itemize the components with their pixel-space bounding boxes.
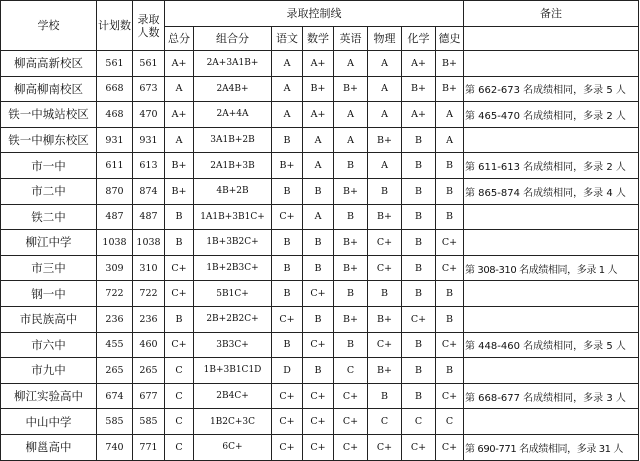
grade-english-cell: B: [334, 281, 368, 307]
table-row: [1, 255, 639, 281]
grade-total-cell: B+: [165, 153, 194, 179]
admitted-count-cell: 585: [133, 409, 165, 435]
grade-physics-cell: B+: [368, 358, 402, 384]
grade-english-cell: A: [334, 51, 368, 77]
grade-math-cell: A: [303, 153, 334, 179]
admitted-count-cell: 771: [133, 434, 165, 460]
header-remarks-blank: [464, 27, 639, 51]
admitted-count-cell: 722: [133, 281, 165, 307]
grade-math-cell: C+: [303, 383, 334, 409]
grade-physics-cell: C+: [368, 255, 402, 281]
grade-chinese-cell: B: [272, 178, 303, 204]
header-row-top: [1, 1, 639, 27]
grade-chemistry-cell: B: [402, 358, 436, 384]
grade-english-cell: B+: [334, 230, 368, 256]
table-row: [1, 204, 639, 230]
admitted-count-cell: 673: [133, 76, 165, 102]
grade-physics-cell: C+: [368, 332, 402, 358]
school-name-cell: 柳高柳南校区: [1, 76, 97, 102]
grade-morality-history-cell: C+: [436, 255, 464, 281]
grade-english-cell: C+: [334, 409, 368, 435]
table-row: [1, 51, 639, 77]
grade-chemistry-cell: B: [402, 332, 436, 358]
grade-chinese-cell: C+: [272, 434, 303, 460]
grade-morality-history-cell: B: [436, 153, 464, 179]
grade-chemistry-cell: A+: [402, 51, 436, 77]
admitted-count-cell: 460: [133, 332, 165, 358]
plan-count-cell: 561: [97, 51, 133, 77]
admitted-count-cell: 1038: [133, 230, 165, 256]
grade-chinese-cell: C+: [272, 383, 303, 409]
grade-math-cell: B+: [303, 76, 334, 102]
grade-physics-cell: C: [368, 409, 402, 435]
grade-morality-history-cell: B: [436, 178, 464, 204]
grade-chinese-cell: B: [272, 230, 303, 256]
grade-total-cell: C+: [165, 255, 194, 281]
grade-english-cell: B+: [334, 178, 368, 204]
grade-morality-history-cell: C+: [436, 383, 464, 409]
grade-chemistry-cell: B: [402, 127, 436, 153]
grade-physics-cell: B+: [368, 204, 402, 230]
grade-morality-history-cell: C+: [436, 332, 464, 358]
grade-combo-cell: 2A4B+: [194, 76, 272, 102]
school-name-cell: 市九中: [1, 358, 97, 384]
grade-morality-history-cell: C+: [436, 434, 464, 460]
school-name-cell: 铁一中柳东校区: [1, 127, 97, 153]
remark-cell: 第 690-771 名成绩相同，多录 31 人: [464, 434, 639, 460]
grade-physics-cell: B+: [368, 306, 402, 332]
plan-count-cell: 236: [97, 306, 133, 332]
table-row: [1, 383, 639, 409]
grade-total-cell: C+: [165, 281, 194, 307]
grade-chinese-cell: A: [272, 76, 303, 102]
grade-total-cell: C: [165, 383, 194, 409]
school-name-cell: 市六中: [1, 332, 97, 358]
grade-morality-history-cell: A: [436, 127, 464, 153]
grade-chemistry-cell: B: [402, 153, 436, 179]
grade-english-cell: B: [334, 204, 368, 230]
grade-chinese-cell: B: [272, 255, 303, 281]
header-chinese: 语文: [272, 27, 303, 51]
grade-english-cell: B+: [334, 255, 368, 281]
plan-count-cell: 931: [97, 127, 133, 153]
grade-morality-history-cell: B: [436, 358, 464, 384]
grade-morality-history-cell: A: [436, 102, 464, 128]
header-chemistry: 化学: [402, 27, 436, 51]
admitted-count-cell: 310: [133, 255, 165, 281]
plan-count-cell: 1038: [97, 230, 133, 256]
grade-math-cell: A+: [303, 102, 334, 128]
header-admitted-line1: 录取: [137, 12, 160, 26]
grade-combo-cell: 6C+: [194, 434, 272, 460]
grade-physics-cell: A: [368, 102, 402, 128]
school-name-cell: 市一中: [1, 153, 97, 179]
grade-math-cell: B: [303, 178, 334, 204]
remark-cell: 第 308-310 名成绩相同，多录 1 人: [464, 255, 639, 281]
remark-cell: 第 465-470 名成绩相同，多录 2 人: [464, 102, 639, 128]
grade-combo-cell: 2B4C+: [194, 383, 272, 409]
remark-cell: [464, 230, 639, 256]
grade-total-cell: A+: [165, 51, 194, 77]
grade-total-cell: A+: [165, 102, 194, 128]
plan-count-cell: 309: [97, 255, 133, 281]
school-name-cell: 市民族高中: [1, 306, 97, 332]
remark-cell: 第 611-613 名成绩相同，多录 2 人: [464, 153, 639, 179]
table-row: [1, 434, 639, 460]
grade-morality-history-cell: B: [436, 204, 464, 230]
header-control-line: 录取控制线: [165, 1, 464, 27]
grade-math-cell: A+: [303, 51, 334, 77]
school-name-cell: 柳江实验高中: [1, 383, 97, 409]
grade-physics-cell: A: [368, 76, 402, 102]
school-name-cell: 柳江中学: [1, 230, 97, 256]
school-name-cell: 市三中: [1, 255, 97, 281]
admitted-count-cell: 470: [133, 102, 165, 128]
grade-physics-cell: C+: [368, 434, 402, 460]
plan-count-cell: 265: [97, 358, 133, 384]
grade-total-cell: B: [165, 230, 194, 256]
grade-english-cell: B: [334, 153, 368, 179]
grade-total-cell: A: [165, 127, 194, 153]
grade-chinese-cell: B+: [272, 153, 303, 179]
grade-math-cell: B: [303, 358, 334, 384]
grade-math-cell: C+: [303, 434, 334, 460]
remark-cell: [464, 127, 639, 153]
grade-total-cell: B: [165, 204, 194, 230]
table-row: [1, 332, 639, 358]
grade-total-cell: B: [165, 306, 194, 332]
grade-combo-cell: 1B+3B2C+: [194, 230, 272, 256]
grade-math-cell: B: [303, 306, 334, 332]
plan-count-cell: 468: [97, 102, 133, 128]
plan-count-cell: 674: [97, 383, 133, 409]
grade-total-cell: C+: [165, 332, 194, 358]
grade-morality-history-cell: B: [436, 306, 464, 332]
header-admitted-line2: 人数: [137, 25, 160, 39]
grade-physics-cell: A: [368, 153, 402, 179]
grade-chemistry-cell: C: [402, 409, 436, 435]
header-total: 总分: [165, 27, 194, 51]
table-row: [1, 102, 639, 128]
school-name-cell: 铁二中: [1, 204, 97, 230]
admitted-count-cell: 874: [133, 178, 165, 204]
grade-combo-cell: 1A1B+3B1C+: [194, 204, 272, 230]
table-row: [1, 306, 639, 332]
remark-cell: [464, 204, 639, 230]
school-name-cell: 中山中学: [1, 409, 97, 435]
table-row: [1, 230, 639, 256]
admitted-count-cell: 677: [133, 383, 165, 409]
grade-english-cell: C: [334, 358, 368, 384]
grade-math-cell: C+: [303, 409, 334, 435]
grade-physics-cell: B: [368, 281, 402, 307]
grade-combo-cell: 3A1B+2B: [194, 127, 272, 153]
plan-count-cell: 611: [97, 153, 133, 179]
grade-morality-history-cell: B: [436, 281, 464, 307]
grade-chinese-cell: A: [272, 51, 303, 77]
grade-morality-history-cell: C+: [436, 230, 464, 256]
plan-count-cell: 722: [97, 281, 133, 307]
grade-chemistry-cell: B: [402, 383, 436, 409]
remark-cell: [464, 409, 639, 435]
header-admitted: [133, 1, 165, 51]
grade-chemistry-cell: B+: [402, 76, 436, 102]
grade-combo-cell: 1B2C+3C: [194, 409, 272, 435]
grade-chemistry-cell: B: [402, 230, 436, 256]
grade-chinese-cell: C+: [272, 306, 303, 332]
grade-combo-cell: 1B+2B3C+: [194, 255, 272, 281]
admitted-count-cell: 236: [133, 306, 165, 332]
remark-cell: [464, 358, 639, 384]
school-name-cell: 市二中: [1, 178, 97, 204]
school-name-cell: 铁一中城站校区: [1, 102, 97, 128]
admitted-count-cell: 931: [133, 127, 165, 153]
grade-chemistry-cell: B: [402, 178, 436, 204]
grade-chemistry-cell: B: [402, 204, 436, 230]
grade-total-cell: A: [165, 76, 194, 102]
grade-math-cell: C+: [303, 332, 334, 358]
header-plan: 计划数: [97, 1, 133, 51]
grade-combo-cell: 2A+4A: [194, 102, 272, 128]
header-math: 数学: [303, 27, 334, 51]
grade-combo-cell: 5B1C+: [194, 281, 272, 307]
grade-total-cell: B+: [165, 178, 194, 204]
remark-cell: [464, 306, 639, 332]
header-physics: 物理: [368, 27, 402, 51]
remark-cell: 第 448-460 名成绩相同，多录 5 人: [464, 332, 639, 358]
admitted-count-cell: 561: [133, 51, 165, 77]
grade-math-cell: A: [303, 204, 334, 230]
header-morality-history: 德史: [436, 27, 464, 51]
table-row: [1, 409, 639, 435]
grade-chinese-cell: B: [272, 281, 303, 307]
grade-chinese-cell: A: [272, 102, 303, 128]
grade-physics-cell: A: [368, 51, 402, 77]
grade-chemistry-cell: C+: [402, 306, 436, 332]
header-school: 学校: [1, 1, 97, 51]
grade-chinese-cell: C+: [272, 204, 303, 230]
grade-combo-cell: 2B+2B2C+: [194, 306, 272, 332]
table-row: [1, 153, 639, 179]
plan-count-cell: 668: [97, 76, 133, 102]
grade-morality-history-cell: B+: [436, 51, 464, 77]
grade-english-cell: A: [334, 127, 368, 153]
school-name-cell: 柳邕高中: [1, 434, 97, 460]
admitted-count-cell: 613: [133, 153, 165, 179]
grade-english-cell: C+: [334, 434, 368, 460]
grade-physics-cell: B: [368, 178, 402, 204]
plan-count-cell: 455: [97, 332, 133, 358]
grade-chemistry-cell: C+: [402, 434, 436, 460]
grade-chemistry-cell: B: [402, 281, 436, 307]
grade-combo-cell: 1B+3B1C1D: [194, 358, 272, 384]
school-name-cell: 柳高高新校区: [1, 51, 97, 77]
grade-combo-cell: 4B+2B: [194, 178, 272, 204]
plan-count-cell: 487: [97, 204, 133, 230]
grade-combo-cell: 2A1B+3B: [194, 153, 272, 179]
plan-count-cell: 870: [97, 178, 133, 204]
grade-english-cell: B+: [334, 76, 368, 102]
grade-physics-cell: B+: [368, 127, 402, 153]
table-row: [1, 281, 639, 307]
grade-chemistry-cell: B: [402, 255, 436, 281]
table-row: [1, 178, 639, 204]
plan-count-cell: 585: [97, 409, 133, 435]
grade-math-cell: C+: [303, 281, 334, 307]
table-row: [1, 358, 639, 384]
grade-morality-history-cell: B+: [436, 76, 464, 102]
grade-chinese-cell: B: [272, 127, 303, 153]
plan-count-cell: 740: [97, 434, 133, 460]
table-row: [1, 76, 639, 102]
grade-english-cell: B+: [334, 306, 368, 332]
school-name-cell: 钢一中: [1, 281, 97, 307]
remark-cell: 第 662-673 名成绩相同，多录 5 人: [464, 76, 639, 102]
grade-english-cell: B: [334, 332, 368, 358]
remark-cell: [464, 51, 639, 77]
grade-chinese-cell: C+: [272, 409, 303, 435]
header-combo: 组合分: [194, 27, 272, 51]
grade-total-cell: C: [165, 434, 194, 460]
grade-chinese-cell: B: [272, 332, 303, 358]
header-remarks: 备注: [464, 1, 639, 27]
grade-total-cell: C: [165, 358, 194, 384]
remark-cell: [464, 281, 639, 307]
grade-combo-cell: 2A+3A1B+: [194, 51, 272, 77]
grade-math-cell: B: [303, 255, 334, 281]
grade-english-cell: A: [334, 102, 368, 128]
admitted-count-cell: 487: [133, 204, 165, 230]
header-english: 英语: [334, 27, 368, 51]
grade-math-cell: B: [303, 230, 334, 256]
grade-chinese-cell: D: [272, 358, 303, 384]
admitted-count-cell: 265: [133, 358, 165, 384]
grade-combo-cell: 3B3C+: [194, 332, 272, 358]
grade-english-cell: C+: [334, 383, 368, 409]
remark-cell: 第 865-874 名成绩相同，多录 4 人: [464, 178, 639, 204]
grade-physics-cell: B: [368, 383, 402, 409]
table-body: [1, 51, 639, 461]
remark-cell: 第 668-677 名成绩相同，多录 3 人: [464, 383, 639, 409]
grade-math-cell: A: [303, 127, 334, 153]
grade-total-cell: C: [165, 409, 194, 435]
grade-morality-history-cell: C: [436, 409, 464, 435]
table-row: [1, 127, 639, 153]
grade-chemistry-cell: A+: [402, 102, 436, 128]
grade-physics-cell: C+: [368, 230, 402, 256]
